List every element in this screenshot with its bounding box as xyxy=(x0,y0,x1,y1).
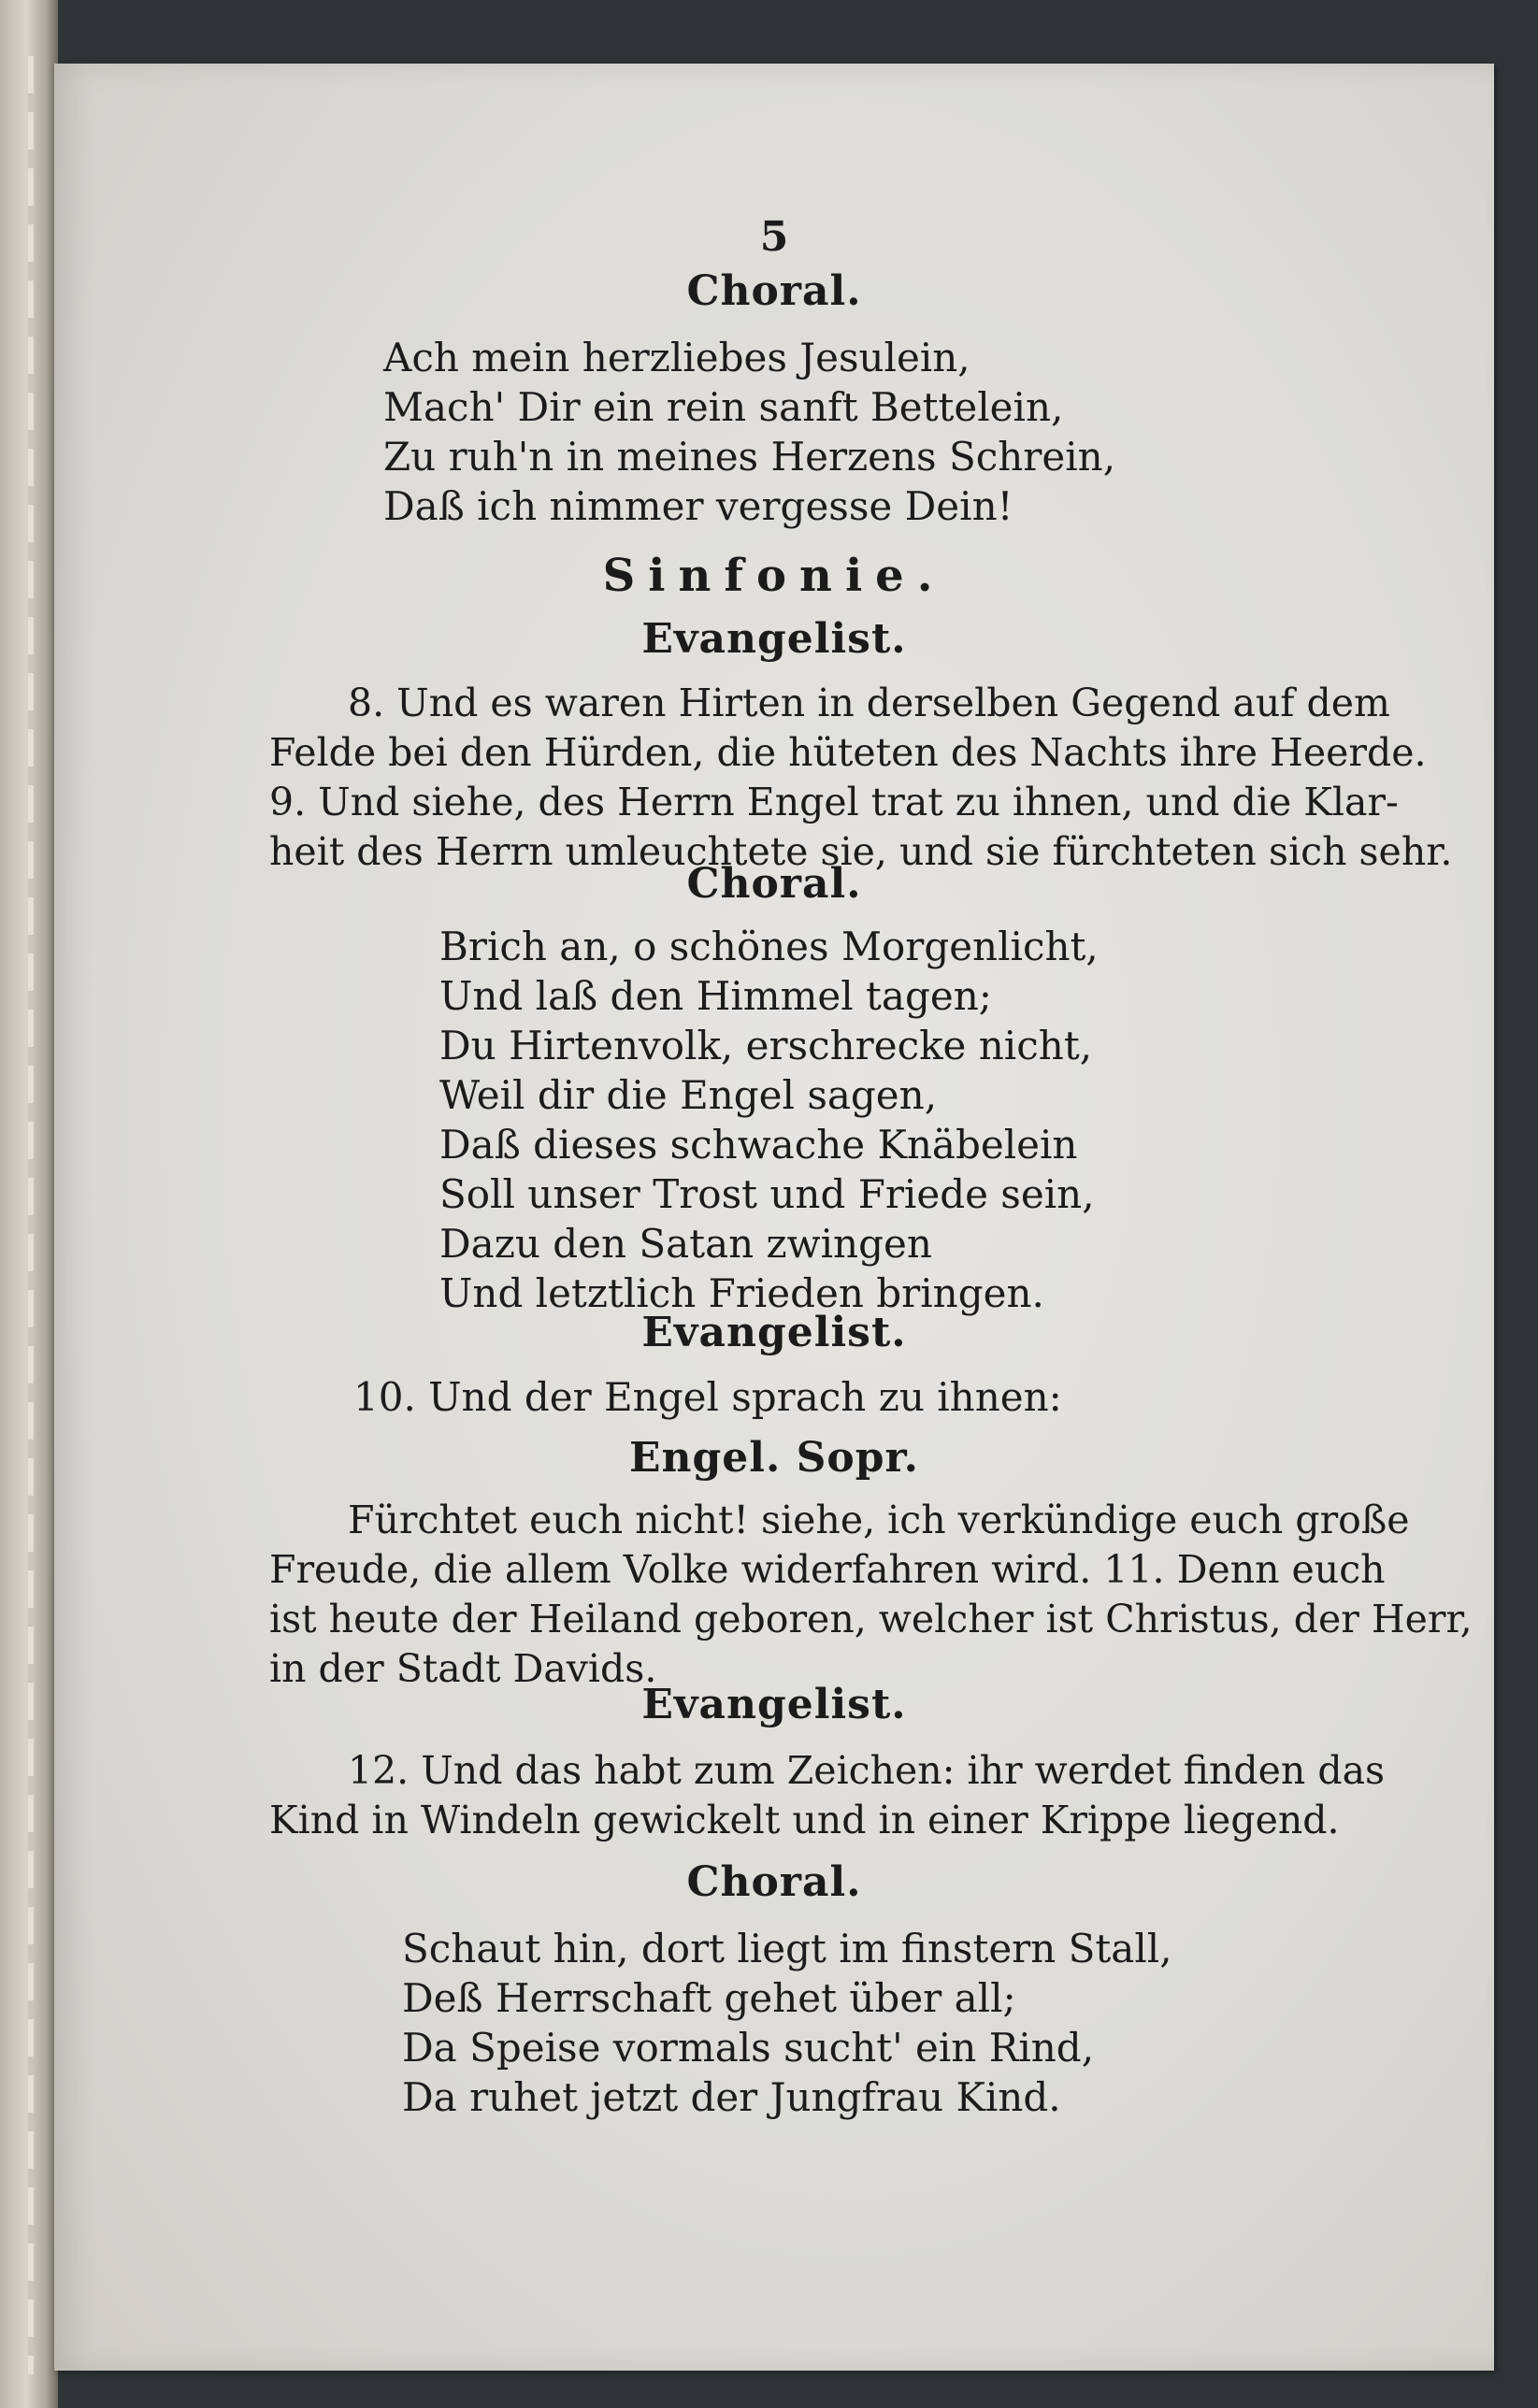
recitative-verses-8-9 xyxy=(269,679,1453,877)
para-line: Kind in Windeln gewickelt und in einer Krippe liegend. xyxy=(269,1798,1340,1842)
verse-line: Ach mein herzliebes Jesulein, xyxy=(383,335,970,380)
verse-line: Schaut hin, dort liegt im finstern Stall, xyxy=(402,1926,1172,1971)
verse-line: Und laß den Himmel tagen; xyxy=(439,973,992,1019)
verse-line: Weil dir die Engel sagen, xyxy=(439,1072,938,1118)
verse-line: Zu ruh'n in meines Herzens Schrein, xyxy=(383,434,1116,480)
verse-line: Deß Herrschaft gehet über all; xyxy=(402,1975,1016,2021)
choral-2-verse xyxy=(439,922,1099,1318)
verse-line: Daß dieses schwache Knäbelein xyxy=(439,1122,1078,1168)
heading-evangelist-2: Evangelist. xyxy=(641,1309,907,1356)
choral-3-verse xyxy=(402,1924,1172,2122)
para-line: in der Stadt Davids. xyxy=(269,1646,657,1691)
heading-choral-1: Choral. xyxy=(686,267,862,315)
heading-engel-sopran: Engel. Sopr. xyxy=(629,1434,919,1482)
verse-line: Da Speise vormals sucht' ein Rind, xyxy=(402,2025,1095,2071)
heading-choral-3: Choral. xyxy=(686,1858,862,1906)
verse-line: 10. Und der Engel sprach zu ihnen: xyxy=(353,1374,1062,1420)
verse-line: Da ruhet jetzt der Jungfrau Kind. xyxy=(402,2074,1061,2120)
heading-evangelist-1: Evangelist. xyxy=(641,615,907,663)
page-number: 5 xyxy=(759,213,789,261)
choral-1-verse xyxy=(383,333,1115,531)
book-page xyxy=(54,64,1494,2371)
verse-line: Und letztlich Frieden bringen. xyxy=(439,1270,1044,1316)
verse-line: Brich an, o schönes Morgenlicht, xyxy=(439,924,1099,969)
para-line: heit des Herrn umleuchtete sie, und sie fürchteten sich sehr. xyxy=(269,829,1453,874)
para-line: ist heute der Heiland geboren, welcher ist Christus, der Herr, xyxy=(269,1597,1473,1641)
verse-line: Soll unser Trost und Friede sein, xyxy=(439,1171,1095,1217)
para-line: Felde bei den Hürden, die hüteten des Nachts ihre Heerde. xyxy=(269,730,1427,775)
binding-thread xyxy=(28,56,34,2374)
verse-line: Mach' Dir ein rein sanft Bettelein, xyxy=(383,384,1064,430)
recitative-verse-10 xyxy=(353,1372,1062,1422)
heading-sinfonie: Sinfonie. xyxy=(602,550,946,602)
para-line: 8. Und es waren Hirten in derselben Gegend auf dem xyxy=(348,681,1390,725)
para-line: 9. Und siehe, des Herrn Engel trat zu ihnen, und die Klar- xyxy=(269,780,1399,824)
verse-line: Dazu den Satan zwingen xyxy=(439,1221,932,1267)
para-line: Freude, die allem Volke widerfahren wird. 11. Denn euch xyxy=(269,1547,1386,1592)
verse-line: Daß ich nimmer vergesse Dein! xyxy=(383,483,1013,529)
para-line: Fürchtet euch nicht! siehe, ich verkündige euch große xyxy=(348,1498,1410,1542)
verse-line: Du Hirtenvolk, erschrecke nicht, xyxy=(439,1023,1093,1068)
heading-evangelist-3: Evangelist. xyxy=(641,1681,907,1728)
aria-angel-text xyxy=(269,1496,1473,1694)
heading-choral-2: Choral. xyxy=(686,860,862,908)
para-line: 12. Und das habt zum Zeichen: ihr werdet finden das xyxy=(348,1748,1386,1793)
recitative-verse-12 xyxy=(269,1746,1386,1845)
